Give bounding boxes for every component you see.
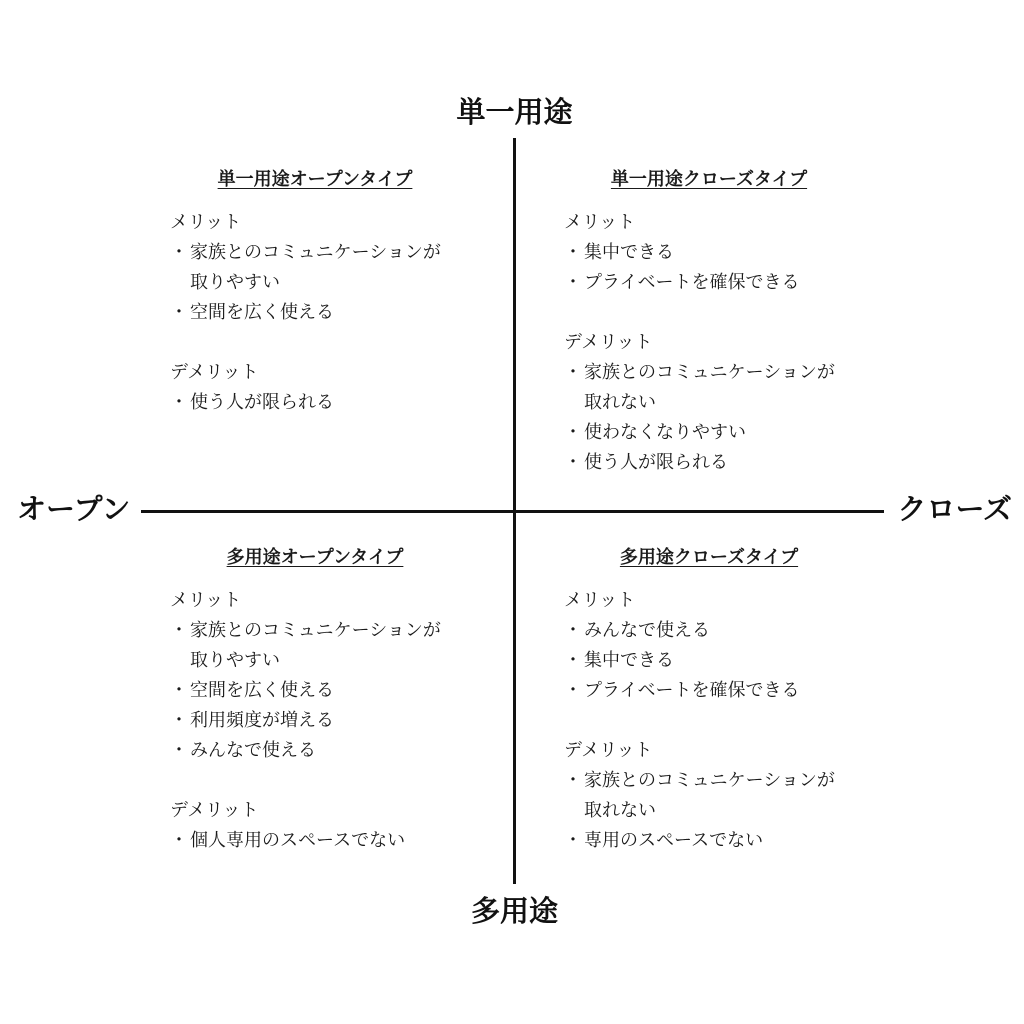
axis-label-left: オープン <box>17 492 131 526</box>
merit-item: ・ 空間を広く使える <box>170 298 500 328</box>
demerit-item: ・ 家族とのコミュニケーションが 取れない <box>564 766 894 826</box>
merit-item: ・ プライベートを確保できる <box>564 676 894 706</box>
merit-heading: メリット <box>564 590 636 611</box>
axis-label-top: 単一用途 <box>456 95 573 129</box>
demerit-item: ・ 使う人が限られる <box>564 448 894 478</box>
quadrant-title: 多用途クローズタイプ <box>619 547 799 568</box>
merit-item: ・ みんなで使える <box>564 616 894 646</box>
demerit-heading: デメリット <box>170 800 259 821</box>
demerit-item: ・ 個人専用のスペースでない <box>170 826 500 856</box>
horizontal-axis-line <box>141 510 884 513</box>
merit-item: ・ 利用頻度が増える <box>170 706 500 736</box>
demerit-heading: デメリット <box>170 362 259 383</box>
quadrant-title: 多用途オープンタイプ <box>226 547 404 568</box>
demerit-item: ・ 使う人が限られる <box>170 388 500 418</box>
quadrant-title: 単一用途オープンタイプ <box>217 169 413 190</box>
demerit-item: ・ 家族とのコミュニケーションが 取れない <box>564 358 894 418</box>
quadrant-body <box>564 208 894 478</box>
quadrant-single-use-open <box>170 169 500 418</box>
merit-heading: メリット <box>170 212 242 233</box>
axis-label-right: クローズ <box>897 492 1012 526</box>
merit-heading: メリット <box>564 212 636 233</box>
merit-item: ・ 集中できる <box>564 646 894 676</box>
quadrant-multi-use-open <box>170 547 500 856</box>
axis-label-bottom: 多用途 <box>470 894 558 928</box>
merit-item: ・ 家族とのコミュニケーションが 取りやすい <box>170 238 500 298</box>
quadrant-body <box>170 208 500 418</box>
demerit-item: ・ 専用のスペースでない <box>564 826 894 856</box>
demerit-heading: デメリット <box>564 332 653 353</box>
demerit-heading: デメリット <box>564 740 653 761</box>
merit-heading: メリット <box>170 590 242 611</box>
quadrant-multi-use-closed <box>564 547 894 856</box>
merit-item: ・ みんなで使える <box>170 736 500 766</box>
quadrant-single-use-closed <box>564 169 894 478</box>
merit-item: ・ 空間を広く使える <box>170 676 500 706</box>
quadrant-body <box>564 586 894 856</box>
merit-item: ・ 集中できる <box>564 238 894 268</box>
demerit-item: ・ 使わなくなりやすい <box>564 418 894 448</box>
quadrant-body <box>170 586 500 856</box>
merit-item: ・ 家族とのコミュニケーションが 取りやすい <box>170 616 500 676</box>
quadrant-title: 単一用途クローズタイプ <box>610 169 808 190</box>
merit-item: ・ プライベートを確保できる <box>564 268 894 298</box>
